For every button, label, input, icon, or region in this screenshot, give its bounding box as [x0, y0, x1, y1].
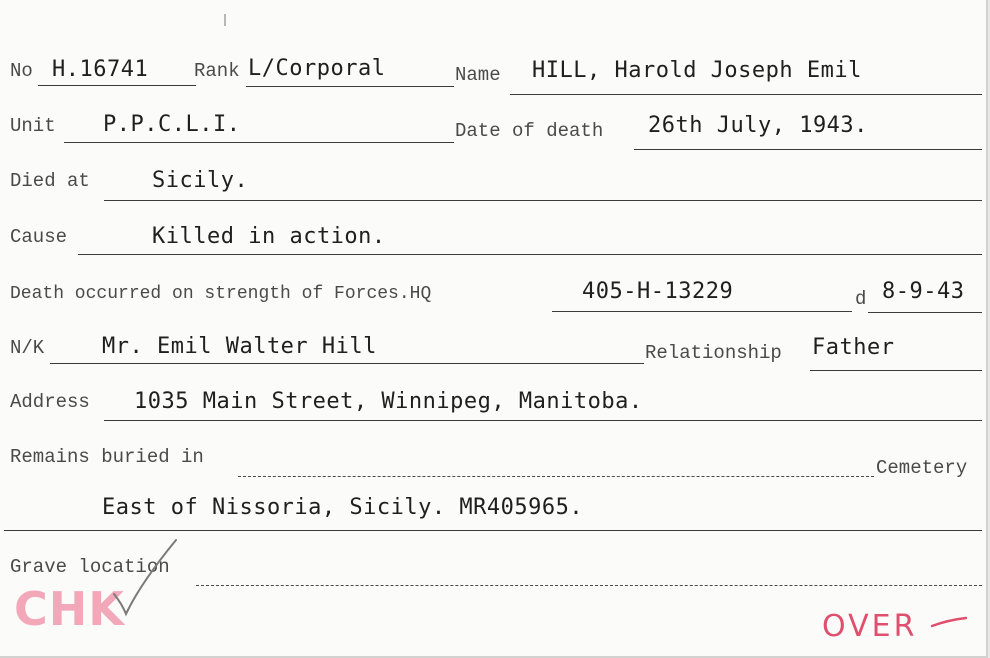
grave-location-label: Grave location — [10, 556, 170, 578]
name-value: HILL, Harold Joseph Emil — [532, 58, 862, 83]
date-of-death-rule — [634, 149, 982, 150]
date-of-death-label: Date of death — [455, 120, 604, 142]
service-number: H.16741 — [52, 57, 149, 82]
address-rule — [104, 420, 982, 421]
date-of-death-value: 26th July, 1943. — [648, 113, 868, 138]
cause-label: Cause — [10, 226, 68, 248]
remains-label: Remains buried in — [10, 446, 204, 468]
strength-rule — [552, 311, 852, 312]
unit-rule — [64, 142, 454, 143]
died-at-value: Sicily. — [152, 168, 249, 193]
cause-value: Killed in action. — [152, 224, 386, 249]
relationship-value: Father — [812, 335, 895, 360]
rank-rule — [246, 86, 454, 87]
nk-rule — [50, 363, 644, 364]
relationship-rule — [810, 370, 982, 371]
over-note: OVER — [822, 609, 918, 644]
died-at-rule — [104, 200, 982, 201]
nk-label: N/K — [10, 337, 45, 359]
no-rule — [38, 85, 196, 86]
grave-location-rule — [196, 585, 982, 586]
relationship-label: Relationship — [645, 342, 782, 364]
d-label: d — [855, 288, 867, 310]
cemetery-rule — [4, 530, 982, 531]
cemetery-value: East of Nissoria, Sicily. MR405965. — [102, 495, 584, 520]
check-mark-icon — [110, 536, 180, 620]
rank-value: L/Corporal — [248, 56, 386, 81]
d-rule — [868, 312, 982, 313]
strength-label: Death occurred on strength of Forces.HQ — [10, 284, 432, 304]
cemetery-label: Cemetery — [876, 457, 968, 479]
address-label: Address — [10, 391, 90, 413]
over-dash-mark — [930, 614, 970, 634]
nk-value: Mr. Emil Walter Hill — [102, 334, 377, 359]
name-rule — [510, 94, 982, 95]
unit-label: Unit — [10, 115, 56, 137]
strength-value: 405-H-13229 — [582, 279, 734, 304]
remains-rule — [238, 476, 874, 477]
unit-value: P.P.C.L.I. — [103, 112, 241, 137]
d-value: 8-9-43 — [882, 279, 965, 304]
died-at-label: Died at — [10, 170, 90, 192]
chk-stamp: CHK — [14, 582, 125, 636]
address-value: 1035 Main Street, Winnipeg, Manitoba. — [134, 389, 643, 414]
no-label: No — [10, 60, 33, 82]
stray-mark — [222, 12, 228, 28]
cause-rule — [78, 254, 982, 255]
name-label: Name — [455, 64, 501, 86]
rank-label: Rank — [194, 60, 240, 82]
